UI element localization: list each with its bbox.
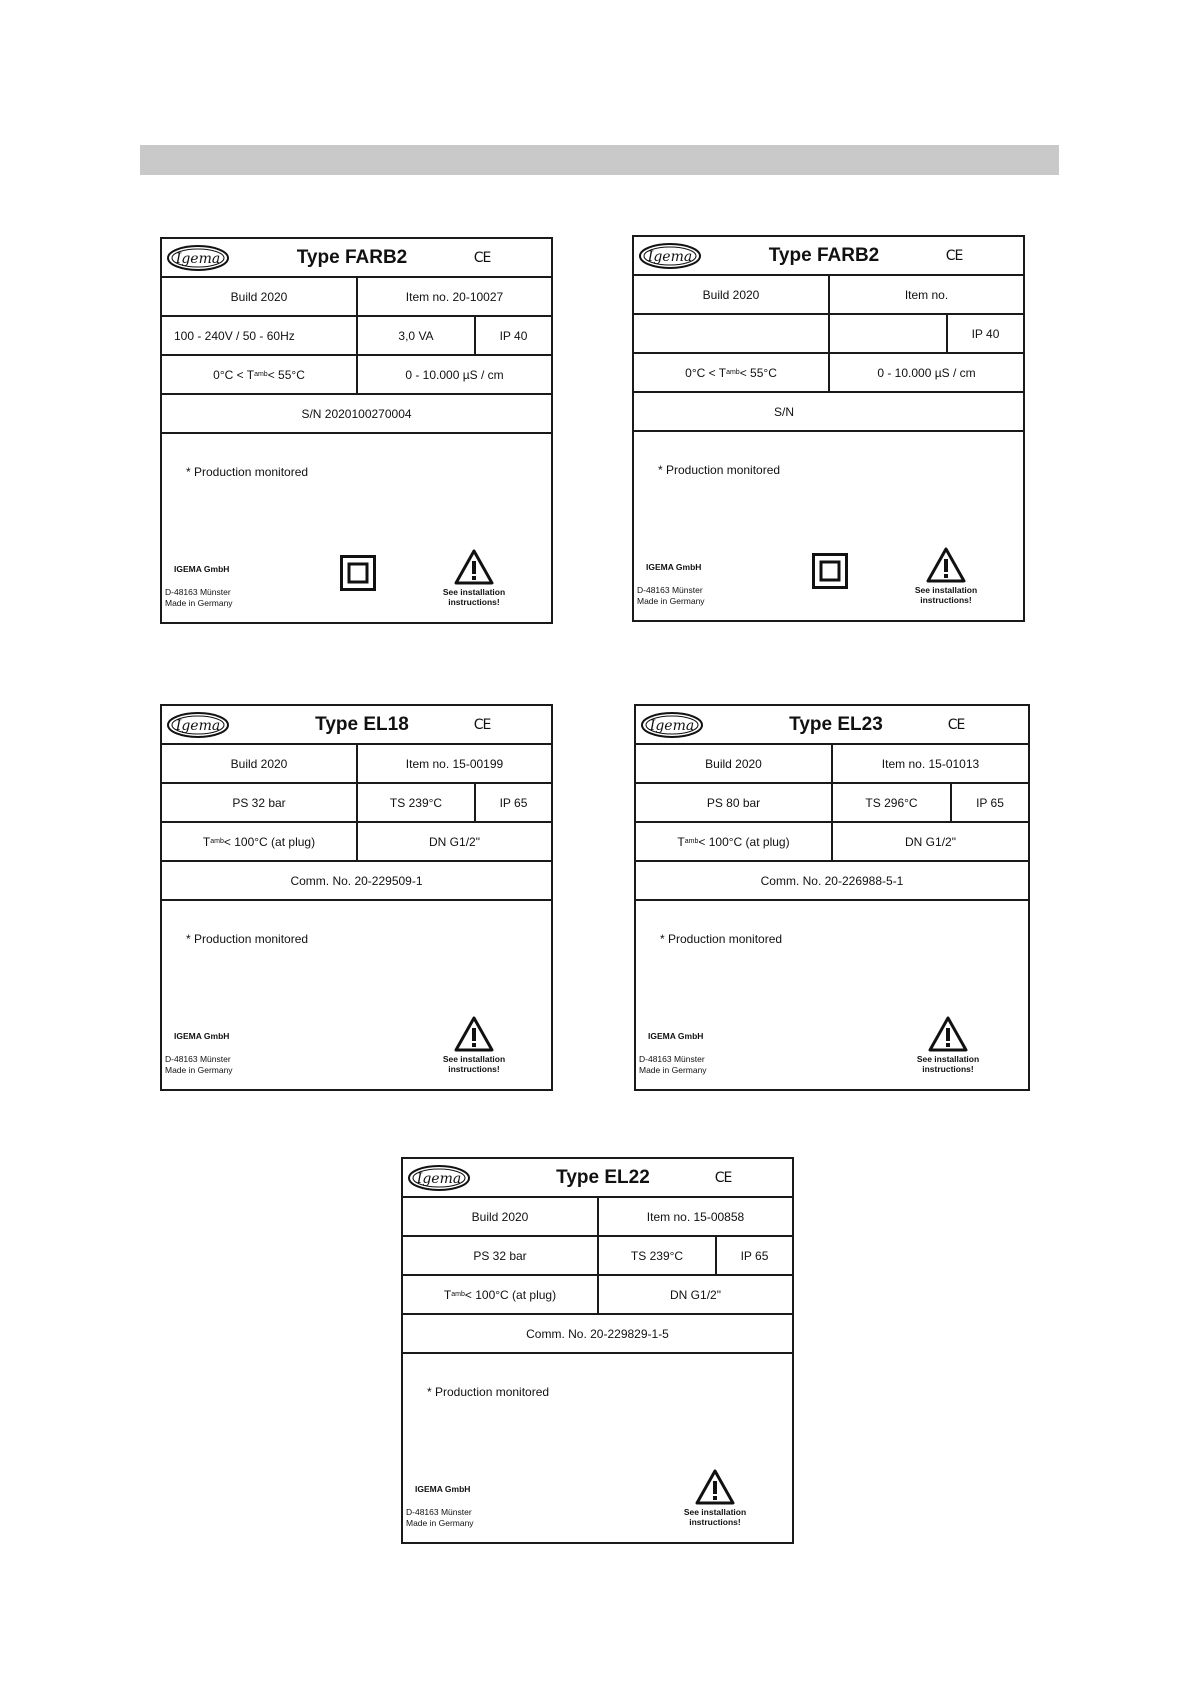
made-in: Made in Germany bbox=[637, 596, 705, 606]
igema-logo-icon bbox=[166, 711, 230, 739]
nameplate-el18 bbox=[160, 704, 553, 1091]
production-note: * Production monitored bbox=[186, 465, 309, 479]
made-in: Made in Germany bbox=[406, 1518, 474, 1528]
double-insulation-icon bbox=[340, 555, 376, 591]
production-note: * Production monitored bbox=[186, 932, 309, 946]
plate-header bbox=[636, 706, 1028, 745]
plate-title: Type FARB2 bbox=[768, 244, 880, 266]
company-city: D-48163 Münster bbox=[165, 587, 231, 597]
supply-voltage bbox=[634, 315, 830, 352]
svg-text:Igema: Igema bbox=[649, 718, 695, 734]
ambient-temp: 0°C < T amb < 55°C bbox=[634, 354, 830, 391]
double-insulation-icon bbox=[812, 553, 848, 589]
company-address bbox=[406, 1507, 474, 1529]
nameplate-farb2-filled bbox=[160, 237, 553, 624]
commission-number: Comm. No. 20-229829-1-5 bbox=[526, 1326, 669, 1341]
warning-icon bbox=[454, 1016, 494, 1052]
company-city: D-48163 Münster bbox=[637, 585, 703, 595]
igema-logo-icon bbox=[166, 244, 230, 272]
plate-header bbox=[162, 706, 551, 745]
power-rating bbox=[830, 315, 948, 352]
made-in: Made in Germany bbox=[639, 1065, 707, 1075]
svg-text:Igema: Igema bbox=[647, 249, 693, 265]
ambient-temp: T amb < 100°C (at plug) bbox=[162, 823, 358, 860]
svg-text:Igema: Igema bbox=[175, 251, 221, 267]
ambient-temp: T amb < 100°C (at plug) bbox=[636, 823, 833, 860]
made-in: Made in Germany bbox=[165, 1065, 233, 1075]
build-year: Build 2020 bbox=[162, 278, 358, 315]
ip-rating: IP 40 bbox=[971, 326, 1000, 341]
pressure-rating: PS 32 bar bbox=[162, 784, 358, 821]
company-name: IGEMA GmbH bbox=[648, 1031, 704, 1041]
warning-block: See installation instructions! bbox=[908, 1016, 988, 1074]
conductivity-range: 0 - 10.000 µS / cm bbox=[405, 367, 504, 382]
igema-logo-icon bbox=[640, 711, 704, 739]
igema-logo-icon bbox=[407, 1164, 471, 1192]
item-number: Item no. 15-00858 bbox=[646, 1209, 745, 1224]
ip-rating: IP 65 bbox=[740, 1248, 769, 1263]
production-note: * Production monitored bbox=[427, 1385, 550, 1399]
igema-logo-icon bbox=[638, 242, 702, 270]
ce-mark: CE bbox=[473, 249, 491, 266]
warning-icon bbox=[928, 1016, 968, 1052]
company-name: IGEMA GmbH bbox=[415, 1484, 471, 1494]
svg-text:Igema: Igema bbox=[175, 718, 221, 734]
item-number: Item no. bbox=[904, 287, 949, 302]
nameplate-farb2-blank bbox=[632, 235, 1025, 622]
temperature-rating: TS 296°C bbox=[833, 784, 952, 821]
item-number: Item no. 20-10027 bbox=[405, 289, 504, 304]
ip-rating: IP 40 bbox=[499, 328, 528, 343]
company-name: IGEMA GmbH bbox=[646, 562, 702, 572]
ce-mark: CE bbox=[947, 716, 965, 733]
ambient-temp: T amb < 100°C (at plug) bbox=[403, 1276, 599, 1313]
company-city: D-48163 Münster bbox=[165, 1054, 231, 1064]
temperature-rating: TS 239°C bbox=[358, 784, 476, 821]
plate-header bbox=[162, 239, 551, 278]
pressure-rating: PS 80 bar bbox=[636, 784, 833, 821]
pressure-rating: PS 32 bar bbox=[403, 1237, 599, 1274]
plate-header bbox=[403, 1159, 792, 1198]
warning-icon bbox=[926, 547, 966, 583]
plate-title: Type EL18 bbox=[315, 713, 409, 735]
section-header-bar bbox=[140, 145, 1059, 175]
build-year: Build 2020 bbox=[162, 745, 358, 782]
warning-block: See installation instructions! bbox=[906, 547, 986, 605]
ip-rating: IP 65 bbox=[976, 795, 1004, 810]
supply-voltage: 100 - 240V / 50 - 60Hz bbox=[162, 317, 358, 354]
company-address bbox=[165, 587, 233, 609]
power-rating: 3,0 VA bbox=[358, 317, 476, 354]
ce-mark: CE bbox=[473, 716, 491, 733]
nameplate-el23 bbox=[634, 704, 1030, 1091]
temperature-rating: TS 239°C bbox=[599, 1237, 717, 1274]
warning-icon bbox=[454, 549, 494, 585]
item-number: Item no. 15-01013 bbox=[881, 756, 980, 771]
warning-icon bbox=[695, 1469, 735, 1505]
production-note: * Production monitored bbox=[660, 932, 783, 946]
plate-header bbox=[634, 237, 1023, 276]
made-in: Made in Germany bbox=[165, 598, 233, 608]
commission-number: Comm. No. 20-229509-1 bbox=[290, 873, 423, 888]
svg-text:Igema: Igema bbox=[416, 1171, 462, 1187]
production-note: * Production monitored bbox=[658, 463, 781, 477]
warning-block: See installation instructions! bbox=[675, 1469, 755, 1527]
company-address bbox=[637, 585, 705, 607]
company-name: IGEMA GmbH bbox=[174, 1031, 230, 1041]
serial-number: S/N 2020100270004 bbox=[301, 406, 412, 421]
commission-number: Comm. No. 20-226988-5-1 bbox=[760, 873, 904, 888]
ce-mark: CE bbox=[714, 1169, 732, 1186]
company-city: D-48163 Münster bbox=[639, 1054, 705, 1064]
ce-mark: CE bbox=[945, 247, 963, 264]
connection-size: DN G1/2" bbox=[429, 834, 480, 849]
plate-title: Type EL23 bbox=[789, 713, 883, 735]
warning-block: See installation instructions! bbox=[434, 549, 514, 607]
build-year: Build 2020 bbox=[636, 745, 833, 782]
company-address bbox=[165, 1054, 233, 1076]
nameplate-el22 bbox=[401, 1157, 794, 1544]
company-address bbox=[639, 1054, 707, 1076]
ambient-temp: 0°C < T amb < 55°C bbox=[162, 356, 358, 393]
company-name: IGEMA GmbH bbox=[174, 564, 230, 574]
build-year: Build 2020 bbox=[634, 276, 830, 313]
connection-size: DN G1/2" bbox=[670, 1287, 721, 1302]
ip-rating: IP 65 bbox=[499, 795, 528, 810]
conductivity-range: 0 - 10.000 µS / cm bbox=[877, 365, 976, 380]
warning-block: See installation instructions! bbox=[434, 1016, 514, 1074]
company-city: D-48163 Münster bbox=[406, 1507, 472, 1517]
serial-number: S/N bbox=[773, 404, 794, 419]
build-year: Build 2020 bbox=[403, 1198, 599, 1235]
connection-size: DN G1/2" bbox=[905, 834, 956, 849]
plate-title: Type FARB2 bbox=[296, 246, 408, 268]
plate-title: Type EL22 bbox=[556, 1166, 650, 1188]
item-number: Item no. 15-00199 bbox=[405, 756, 504, 771]
